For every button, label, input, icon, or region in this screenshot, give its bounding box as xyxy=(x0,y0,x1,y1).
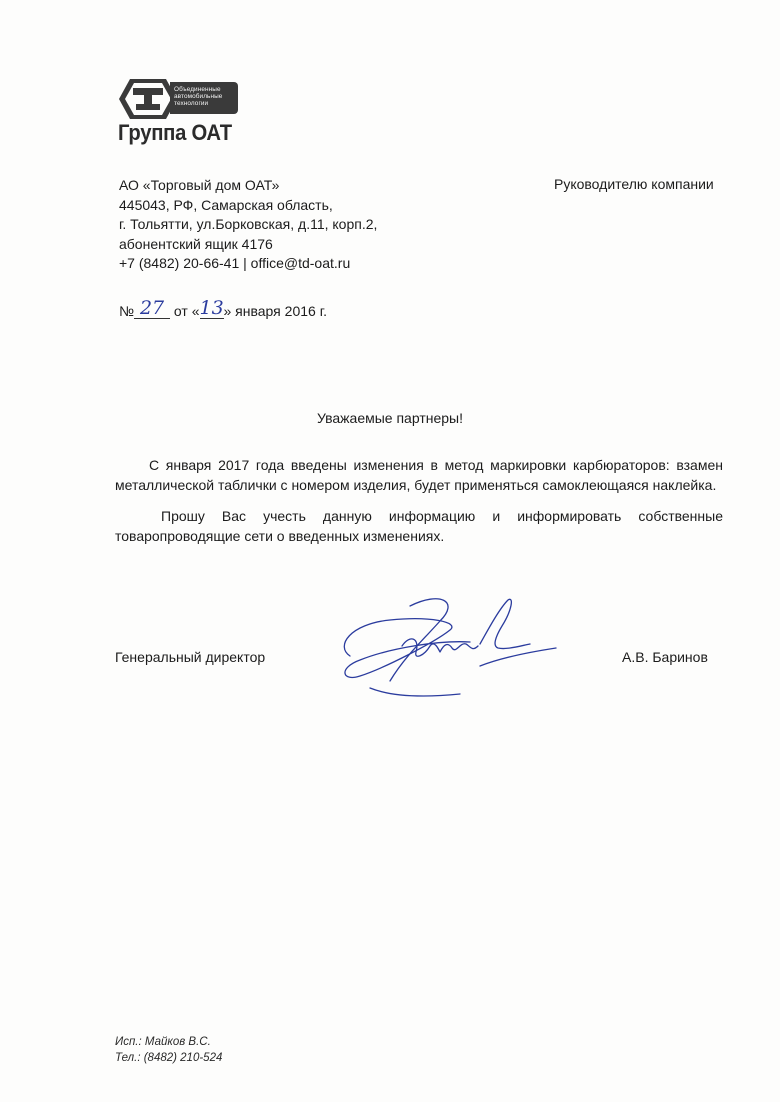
handwritten-day: 13 xyxy=(199,297,224,319)
body-paragraph: С января 2017 года введены изменения в метод маркировки карбюраторов: взамен металлической таблички с номером изделия, будет применяться самоклеющаяся наклейка. xyxy=(115,457,723,493)
executor-info xyxy=(115,1034,222,1066)
company-logo xyxy=(118,74,248,148)
sender-address-line: 445043, РФ, Самарская область, xyxy=(119,196,333,213)
signatory-name: А.В. Баринов xyxy=(622,649,708,665)
oat-emblem-icon xyxy=(118,78,178,120)
sender-company: АО «Торговый дом ОАТ» xyxy=(119,177,280,193)
recipient-line: Руководителю компании xyxy=(554,176,714,192)
date-rest: » января 2016 г. xyxy=(223,303,327,319)
signatory-title: Генеральный директор xyxy=(115,649,266,665)
logo-tagline-line: Объединенные xyxy=(174,86,221,93)
handwritten-number: 27 xyxy=(139,297,165,319)
sender-address-block xyxy=(119,176,377,274)
sender-po-box: абонентский ящик 4176 xyxy=(119,235,273,252)
letter-number-field xyxy=(134,297,170,319)
salutation: Уважаемые партнеры! xyxy=(317,410,463,426)
executor-phone: Тел.: (8482) 210-524 xyxy=(115,1052,223,1064)
sender-address-line: г. Тольятти, ул.Борковская, д.11, корп.2, xyxy=(119,216,378,232)
executor-name: Исп.: Майков В.С. xyxy=(115,1036,211,1048)
number-prefix: № xyxy=(119,303,135,319)
logo-tagline-plate xyxy=(170,82,238,114)
letter-body xyxy=(115,456,723,558)
sender-contacts: +7 (8482) 20-66-41 | office@td-oat.ru xyxy=(119,255,351,271)
logo-tagline-line: автомобильные xyxy=(174,93,223,100)
letter-day-field xyxy=(199,297,224,319)
logo-tagline-line: технологии xyxy=(174,100,209,107)
logo-company-name: Группа ОАТ xyxy=(118,120,232,145)
from-word: от « xyxy=(173,303,200,319)
registration-line xyxy=(119,297,327,319)
body-paragraph: Прошу Вас учесть данную информацию и информировать собственные товаропроводящие сети о введенных изменениях. xyxy=(115,508,723,544)
handwritten-signature-icon xyxy=(330,586,560,716)
